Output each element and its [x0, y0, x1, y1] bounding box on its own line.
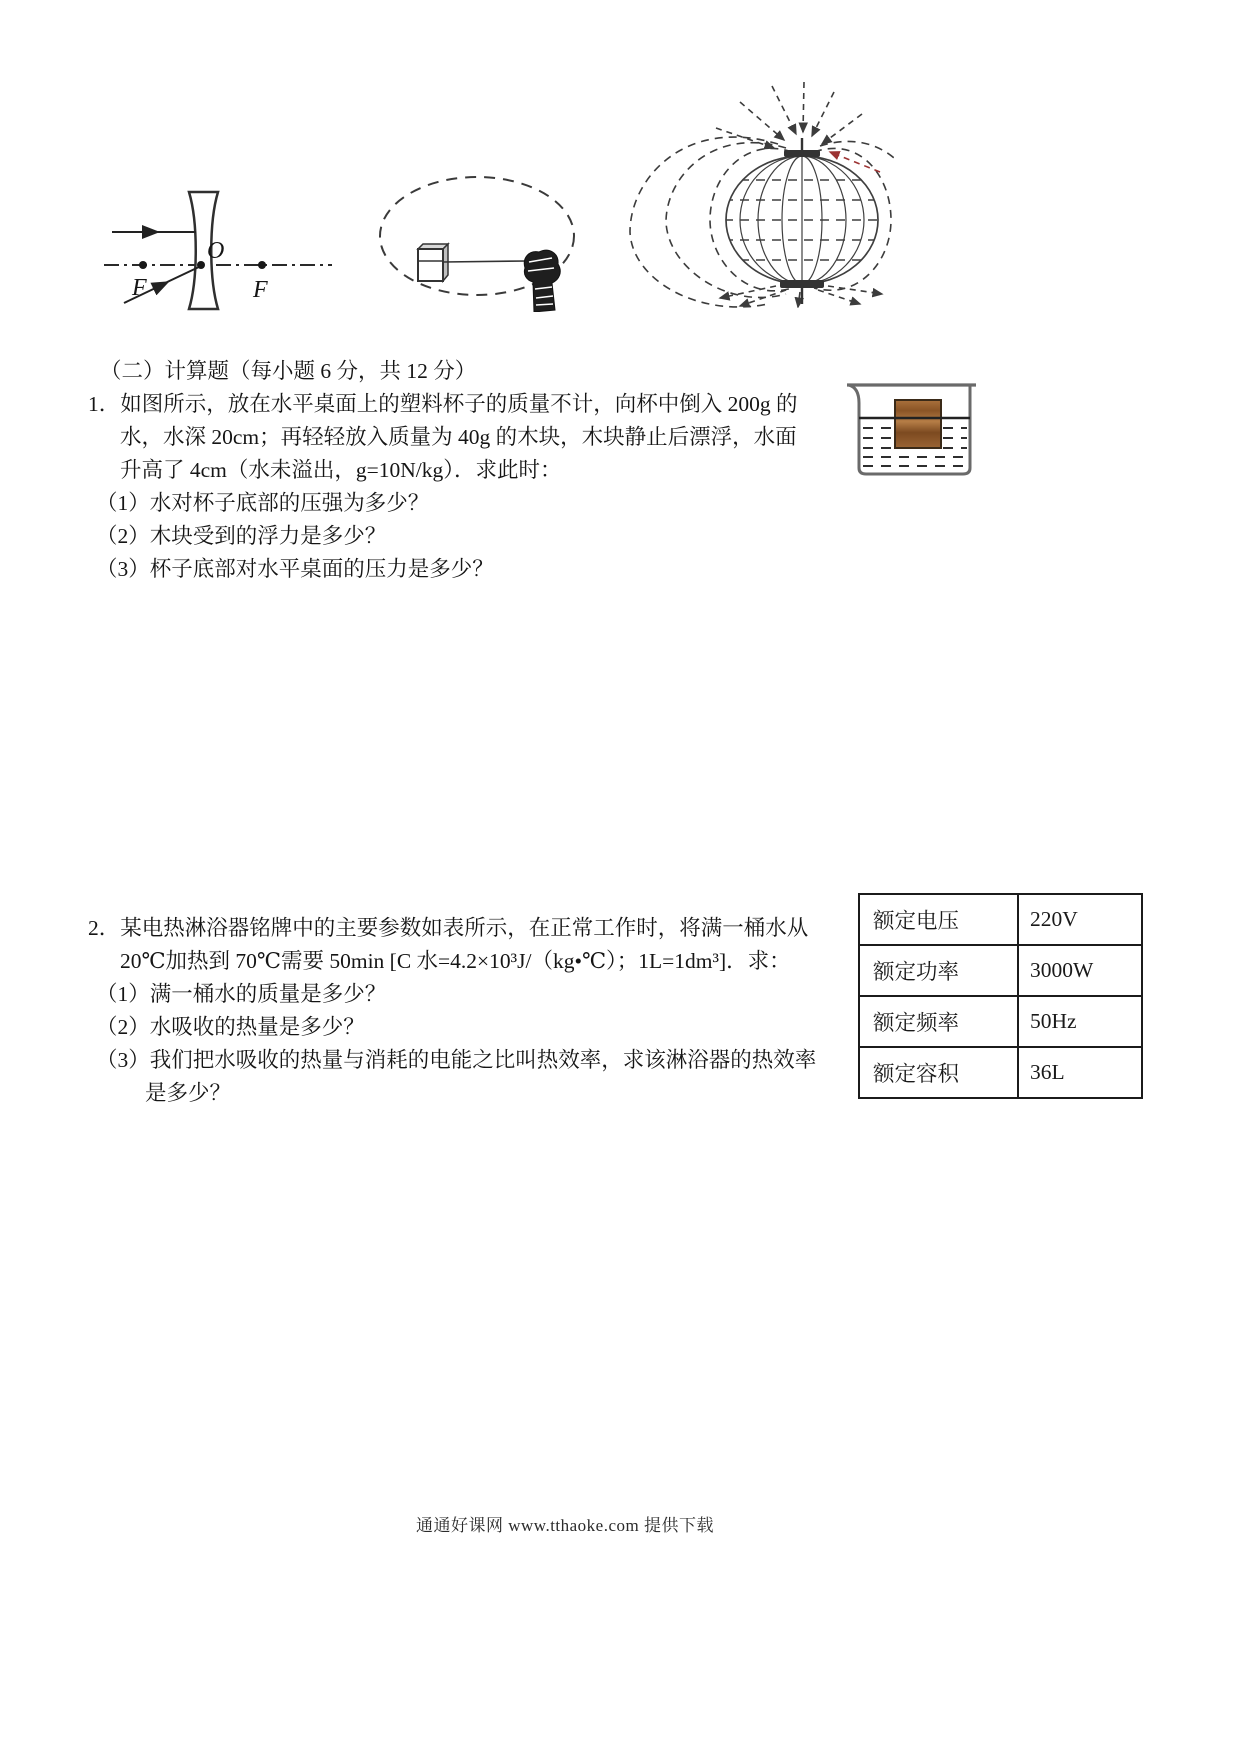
concave-lens-figure	[96, 162, 346, 317]
table-cell-value: 3000W	[1030, 958, 1094, 982]
problem1-question3: （3）杯子底部对水平桌面的压力是多少？	[96, 557, 494, 581]
field-rays-top	[716, 82, 862, 148]
problem2-question3: （3）我们把水吸收的热量与消耗的电能之比叫热效率，求该淋浴器的热效率	[96, 1048, 817, 1072]
problem2-line1: 2．某电热淋浴器铭牌中的主要参数如表所示，在正常工作时，将满一桶水从	[88, 916, 809, 940]
table-row	[860, 944, 1141, 995]
problem1-text	[88, 388, 798, 586]
table-cell-value: 36L	[1030, 1060, 1065, 1084]
optical-centre-label: O	[207, 238, 225, 264]
table-cell-value: 50Hz	[1030, 1009, 1077, 1033]
problem2-question3-cont: 是多少？	[145, 1081, 232, 1105]
problem1-line3: 升高了 4cm（水未溢出，g=10N/kg）．求此时：	[120, 458, 562, 482]
focal-point-left-dot	[139, 261, 147, 269]
problem1-line2: 水，水深 20cm；再轻轻放入质量为 40g 的木块，木块静止后漂浮，水面	[120, 425, 797, 449]
table-cell-label: 额定功率	[860, 946, 1019, 995]
whirled-block	[418, 249, 443, 281]
hand-icon	[524, 250, 560, 312]
table-cell-value: 220V	[1030, 907, 1078, 931]
problem1-question2: （2）木块受到的浮力是多少？	[96, 524, 387, 548]
table-row	[860, 995, 1141, 1046]
table-cell-label: 额定电压	[860, 895, 1019, 944]
focal-label-right: F	[253, 277, 268, 303]
circular-motion-figure	[375, 172, 583, 312]
magnetic-field-sphere-figure	[628, 76, 894, 308]
table-row	[860, 895, 1141, 944]
string-line	[443, 261, 527, 262]
focal-label-left: F	[132, 275, 147, 301]
problem2-line2: 20℃加热到 70℃需要 50min [C 水=4.2×10³J/（kg•℃）；1L=1dm³]．求：	[120, 949, 791, 973]
footer-credit: 通通好课网 www.tthaoke.com 提供下载	[415, 1516, 715, 1535]
beaker-figure	[845, 376, 983, 498]
wooden-block	[895, 400, 941, 448]
problem1-line1: 1．如图所示，放在水平桌面上的塑料杯子的质量不计，向杯中倒入 200g 的	[88, 392, 798, 416]
table-row	[860, 1046, 1141, 1097]
problem2-question2: （2）水吸收的热量是多少？	[96, 1015, 365, 1039]
problem2-text	[88, 912, 816, 1110]
problem1-question1: （1）水对杯子底部的压强为多少？	[96, 491, 430, 515]
table-cell-label: 额定容积	[860, 1048, 1019, 1097]
section-heading: （二）计算题（每小题 6 分，共 12 分）	[100, 359, 477, 383]
optical-centre-dot	[197, 261, 205, 269]
table-cell-label: 额定频率	[860, 997, 1019, 1046]
problem2-question1: （1）满一桶水的质量是多少？	[96, 982, 387, 1006]
focal-point-right-dot	[258, 261, 266, 269]
nameplate-spec-table	[858, 893, 1143, 1099]
